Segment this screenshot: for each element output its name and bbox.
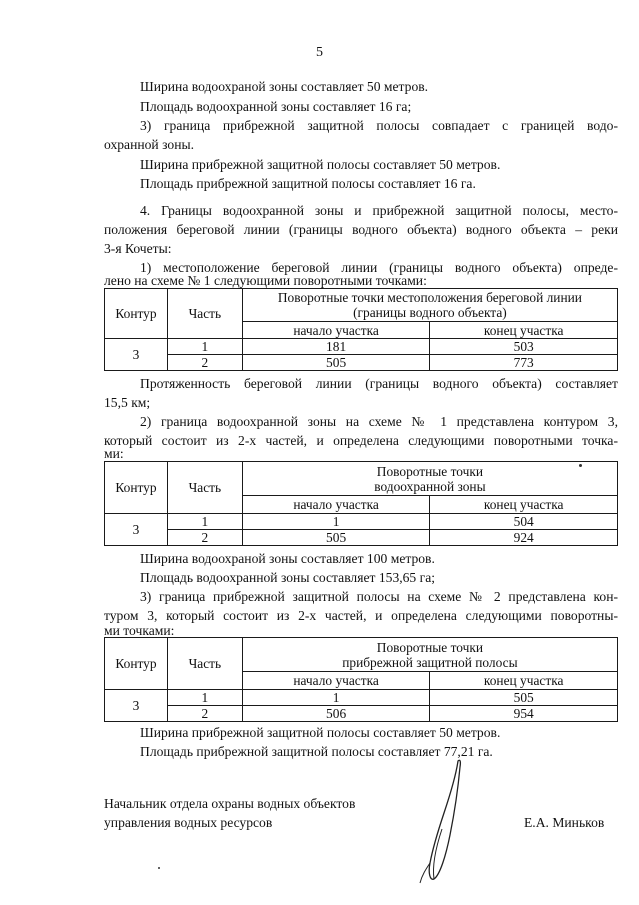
page-number: 5 xyxy=(316,45,323,60)
text-line: положения береговой линии (границы водного объекта) водного объекта – реки xyxy=(104,222,618,237)
column-header-contour: Контур xyxy=(105,289,168,339)
cell-part: 2 xyxy=(167,355,242,371)
header-line: Поворотные точки xyxy=(376,639,484,655)
text-line: который состоит из 2-х частей, и определена следующими поворотными точка- xyxy=(104,433,618,448)
cell-part: 2 xyxy=(167,530,242,546)
signatory-position: Начальник отдела охраны водных объектов xyxy=(104,796,356,811)
coordinates-table-2 xyxy=(104,461,618,546)
coordinates-table-1 xyxy=(104,288,618,371)
column-header-part: Часть xyxy=(167,462,242,514)
table-row xyxy=(105,690,618,706)
cell-part: 1 xyxy=(167,690,242,706)
header-line: прибрежной защитной полосы xyxy=(342,654,518,670)
table-row xyxy=(105,339,618,355)
column-header-contour: Контур xyxy=(105,462,168,514)
text-line: охранной зоны. xyxy=(104,137,194,152)
subheader-end: конец участка xyxy=(430,496,618,514)
text-line: ми: xyxy=(104,446,124,461)
cell-end: 924 xyxy=(430,530,618,546)
cell-end: 773 xyxy=(430,355,618,371)
cell-start: 1 xyxy=(242,514,430,530)
cell-contour: 3 xyxy=(105,514,168,546)
signatory-name: Е.А. Миньков xyxy=(524,815,605,830)
text-line: ми точками: xyxy=(104,623,175,638)
column-header-part: Часть xyxy=(167,289,242,339)
text-line: 2) граница водоохранной зоны на схеме № 1 представлена контуром 3, xyxy=(140,414,618,429)
subheader-end: конец участка xyxy=(430,672,618,690)
cell-end: 504 xyxy=(430,514,618,530)
text-line: 3) граница прибрежной защитной полосы совпадает с границей водо- xyxy=(140,118,618,133)
handwritten-signature xyxy=(400,755,480,890)
cell-part: 1 xyxy=(167,339,242,355)
cell-end: 954 xyxy=(430,706,618,722)
header-line: Поворотные точки местоположения береговой линии xyxy=(277,290,582,305)
cell-start: 506 xyxy=(242,706,430,722)
table-row xyxy=(105,706,618,722)
text-line: Ширина прибрежной защитной полосы составляет 50 метров. xyxy=(140,725,501,740)
header-line: Поворотные точки xyxy=(376,463,484,479)
cell-start: 505 xyxy=(242,355,430,371)
cell-start: 181 xyxy=(242,339,430,355)
cell-start: 505 xyxy=(242,530,430,546)
subheader-start: начало участка xyxy=(242,322,430,339)
scan-speck xyxy=(158,867,160,869)
cell-end: 503 xyxy=(430,339,618,355)
table-row xyxy=(105,355,618,371)
header-line: (границы водного объекта) xyxy=(353,305,507,320)
cell-part: 1 xyxy=(167,514,242,530)
text-line: 3) граница прибрежной защитной полосы на схеме № 2 представлена кон- xyxy=(140,589,618,604)
table-row xyxy=(105,530,618,546)
text-line: Ширина прибрежной защитной полосы составляет 50 метров. xyxy=(140,157,501,172)
text-line: Ширина водоохраной зоны составляет 100 метров. xyxy=(140,551,435,566)
text-line: 15,5 км; xyxy=(104,395,151,410)
text-line: Площадь водоохранной зоны составляет 153,65 га; xyxy=(140,570,436,585)
cell-part: 2 xyxy=(167,706,242,722)
column-header-part: Часть xyxy=(167,638,242,690)
text-line: туром 3, который состоит из 2-х частей, и определена следующими поворотны- xyxy=(104,608,618,623)
column-header-points xyxy=(242,289,617,322)
text-line: Ширина водоохраной зоны составляет 50 метров. xyxy=(140,79,429,94)
text-line: Площадь прибрежной защитной полосы составляет 77,21 га. xyxy=(140,744,493,759)
text-line: 1) местоположение береговой линии (границы водного объекта) опреде- xyxy=(140,260,618,275)
text-line: Площадь прибрежной защитной полосы составляет 16 га. xyxy=(140,176,476,191)
text-line: Площадь водоохранной зоны составляет 16 га; xyxy=(140,99,412,114)
cell-contour: 3 xyxy=(105,339,168,371)
table-row xyxy=(105,514,618,530)
column-header-points xyxy=(242,462,617,496)
cell-end: 505 xyxy=(430,690,618,706)
text-line: 3-я Кочеты: xyxy=(104,241,172,256)
section-heading: 4. Границы водоохранной зоны и прибрежной защитной полосы, место- xyxy=(140,203,618,218)
text-line: Протяженность береговой линии (границы водного объекта) составляет xyxy=(140,376,618,391)
cell-contour: 3 xyxy=(105,690,168,722)
header-line: водоохранной зоны xyxy=(374,478,486,494)
column-header-points xyxy=(242,638,617,672)
signatory-department: управления водных ресурсов xyxy=(104,815,273,830)
coordinates-table-3 xyxy=(104,637,618,722)
text-line: лено на схеме № 1 следующими поворотными точками: xyxy=(104,273,427,288)
cell-start: 1 xyxy=(242,690,430,706)
subheader-end: конец участка xyxy=(430,322,618,339)
column-header-contour: Контур xyxy=(105,638,168,690)
subheader-start: начало участка xyxy=(242,672,430,690)
subheader-start: начало участка xyxy=(242,496,430,514)
